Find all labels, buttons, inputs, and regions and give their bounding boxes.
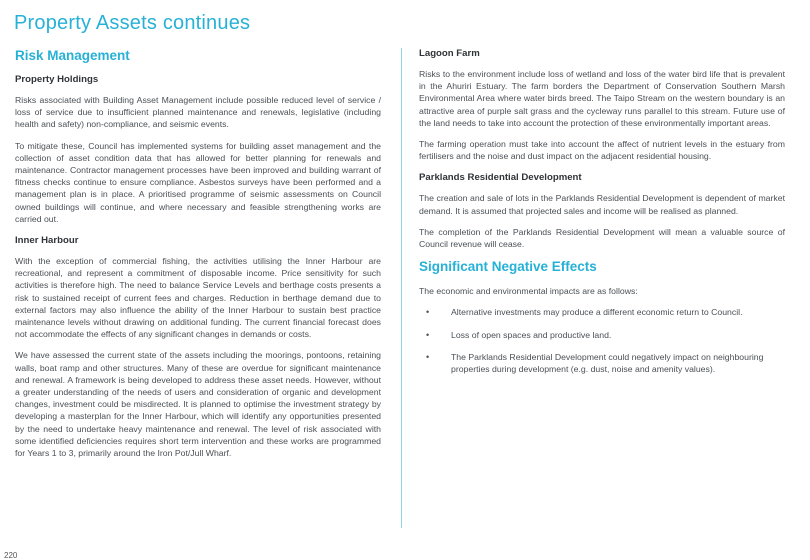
list-item: [419, 329, 785, 341]
parklands-heading: Parklands Residential Development: [419, 172, 582, 184]
column-divider: [401, 48, 402, 528]
risk-management-heading: Risk Management: [15, 48, 130, 63]
negative-effects-list: [419, 306, 785, 375]
list-item: [419, 306, 785, 318]
property-holdings-paragraph-1: Risks associated with Building Asset Management include possible reduced level of service / loss of service due to insufficient planned maintenance and renewals, legislative (including health and safety) non-compliance, and seismic events.: [15, 95, 381, 130]
property-holdings-heading: Property Holdings: [15, 74, 99, 85]
bullet-icon: •: [426, 307, 430, 318]
parklands-paragraph-2: The completion of the Parklands Residential Development will mean a valuable source of Council revenue will cease.: [419, 226, 785, 250]
list-item-text: Loss of open spaces and productive land.: [451, 329, 612, 340]
list-item: [419, 351, 785, 375]
bullet-icon: •: [426, 351, 430, 362]
page-number: 220: [4, 551, 18, 560]
list-item-text: Alternative investments may produce a different economic return to Council.: [451, 307, 743, 318]
list-item-text: The Parklands Residential Development could negatively impact on neighbouring properties during development (e.g. dust, noise and amenity values).: [451, 351, 764, 375]
lagoon-farm-paragraph-2: The farming operation must take into account the affect of nutrient levels in the estuary from fertilisers and the noise and dust impact on the adjacent residential housing.: [419, 139, 785, 162]
negative-effects-intro: The economic and environmental impacts are as follows:: [419, 286, 638, 297]
inner-harbour-paragraph-1: With the exception of commercial fishing, the activities utilising the Inner Harbour are recreational, and represent a commitment of disposable income. Price sensitivity for such activities is therefore high. The need to balance Service Levels and berthage costs presents a risk to sustained receipt of current fees and charges. Reduction in berthage demand due to external factors may also influence the ability of the Inner Harbour to sustain best practice maintenance levels without drawing on additional funding. The current financial forecast does not accommodate the effects of any significant changes in demands or costs.: [15, 256, 381, 340]
inner-harbour-heading: Inner Harbour: [15, 235, 79, 247]
negative-effects-heading: Significant Negative Effects: [419, 259, 597, 275]
page-title: Property Assets continues: [14, 12, 251, 34]
parklands-paragraph-1: The creation and sale of lots in the Parklands Residential Development is dependent of market demand. It is assumed that projected sales and income will be realised as planned.: [419, 193, 785, 216]
right-column: [419, 48, 785, 385]
bullet-icon: •: [426, 329, 430, 340]
left-column: [15, 48, 381, 468]
property-holdings-paragraph-2: To mitigate these, Council has implemented systems for building asset management and the collection of asset condition data that has allowed for better planning for renewals and maintenance. Contractor management processes have been improved and building warrant of fitness checks continue to ensure compliance. Asbestos surveys have been performed and a management plan is in place. A prioritised programme of seismic assessments on Council owned buildings will continue, and where necessary and feasible strengthening works are carried out.: [15, 140, 381, 224]
lagoon-farm-paragraph-1: Risks to the environment include loss of wetland and loss of the water bird life that is prevalent in the Ahuriri Estuary. The farm borders the Department of Conservation Southern Marsh Environmental Area where water birds breed. The Taipo Stream on the western boundary is an attractive area of purple salt grass and the cycleway runs parallel to this stream. Future use of the land needs to take into account the protection of these environmentally important areas.: [419, 69, 785, 128]
lagoon-farm-heading: Lagoon Farm: [419, 48, 480, 59]
inner-harbour-paragraph-2: We have assessed the current state of the assets including the moorings, pontoons, retaining walls, boat ramp and other structures. Many of these are overdue for significant maintenance and renewal. A framework is being developed to address these asset needs. However, without a greater understanding of the needs of users and consideration of organic and development changes, investment could be misdirected. It is planned to optimise the investment strategy by developing a masterplan for the Inner Harbour, which will identify any opportunities presented by the need to undertake heavy maintenance and renewal. The level of risk associated with some identified deficiencies requires short term intervention and these works are programmed for Years 1 to 3, primarily around the Iron Pot/Jull Wharf.: [15, 350, 381, 459]
